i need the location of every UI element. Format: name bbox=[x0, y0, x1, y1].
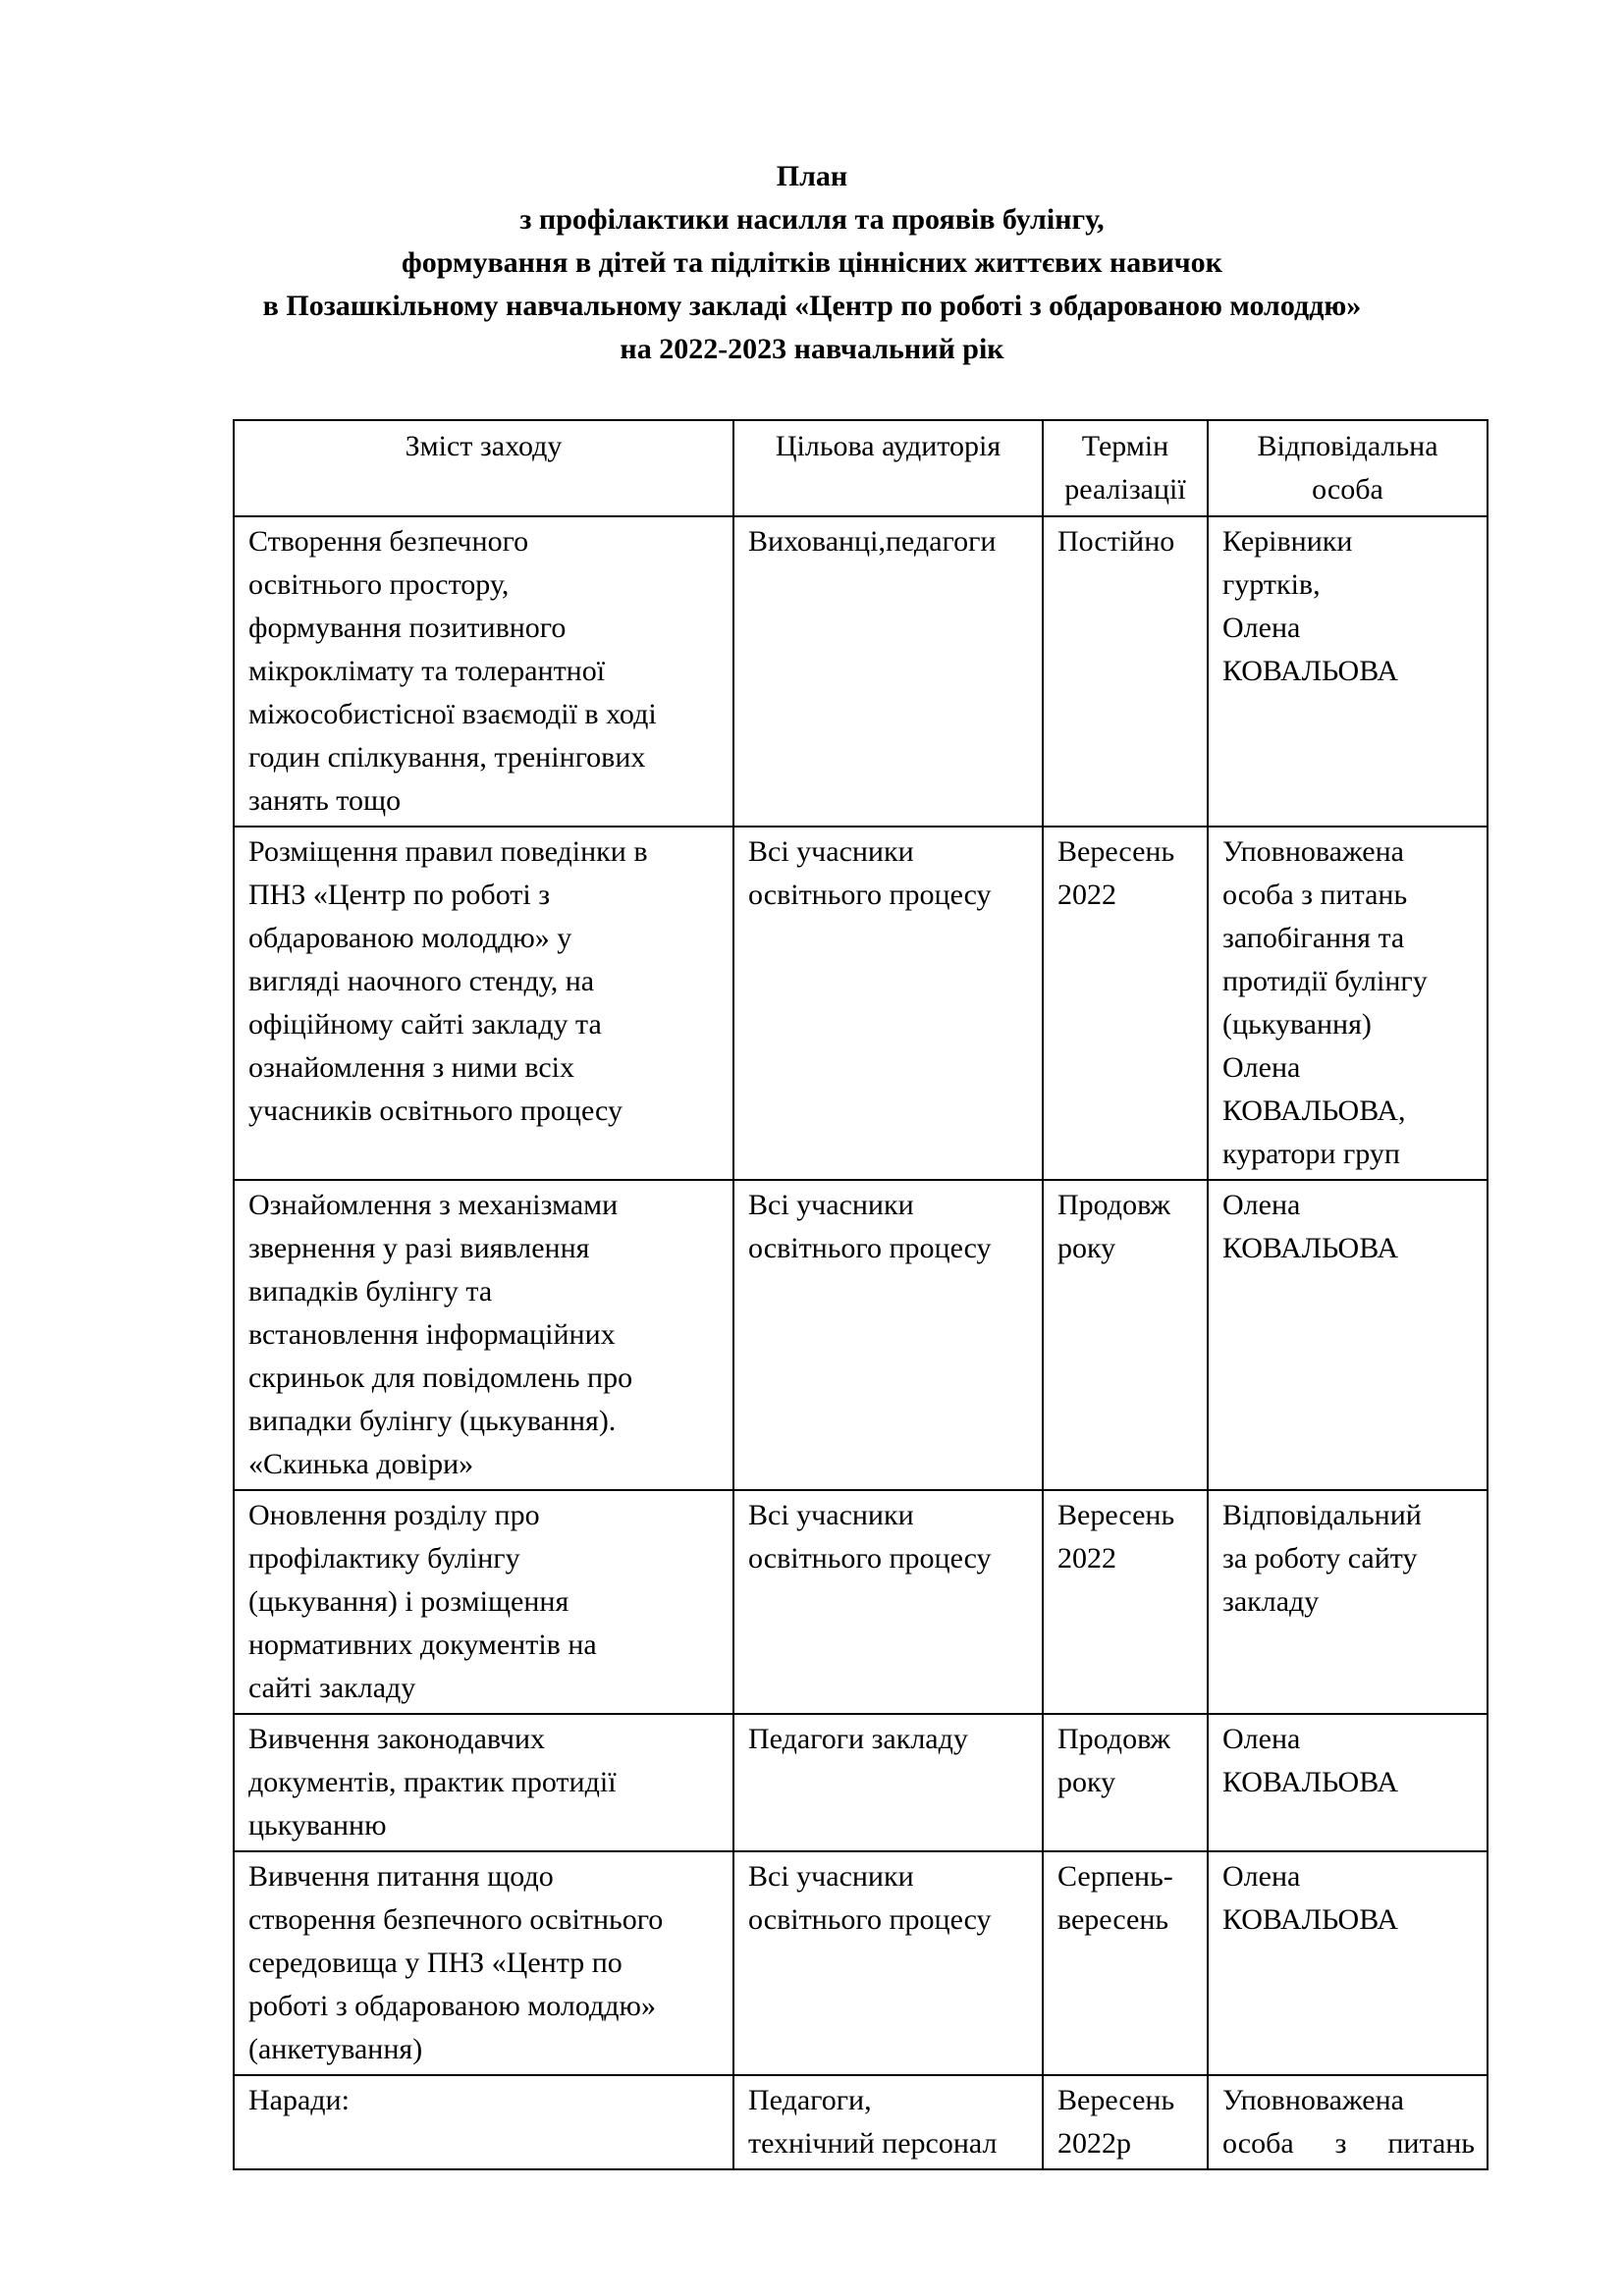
cell-audience bbox=[733, 2075, 1043, 2169]
cell-content-line: скриньок для повідомлень про bbox=[248, 1362, 633, 1394]
header-term-label-line-2: реалізації bbox=[1064, 473, 1186, 506]
cell-responsible-line: гуртків, bbox=[1222, 568, 1321, 601]
cell-content-line: встановлення інформаційних bbox=[248, 1318, 616, 1351]
table-row bbox=[234, 1180, 1488, 1490]
cell-content bbox=[234, 1851, 733, 2075]
cell-content bbox=[234, 516, 733, 827]
cell-responsible-line: КОВАЛЬОВА bbox=[1222, 1903, 1398, 1936]
cell-content-line: (цькування) і розміщення bbox=[248, 1585, 569, 1618]
cell-audience-line: Всі учасники bbox=[748, 1860, 914, 1893]
cell-responsible bbox=[1208, 2075, 1488, 2169]
cell-content-line: занять тощо bbox=[248, 784, 402, 817]
title-line-4: в Позашкільному навчальному закладі «Центр по роботі з обдарованою молоддю» bbox=[262, 290, 1362, 322]
cell-responsible bbox=[1208, 1180, 1488, 1490]
cell-responsible-line: Уповноважена bbox=[1222, 2084, 1404, 2116]
cell-audience-line: освітнього процесу bbox=[748, 879, 992, 911]
cell-content-line: освітнього простору, bbox=[248, 568, 510, 601]
title-line-5: на 2022-2023 навчальний рік bbox=[620, 333, 1004, 365]
cell-responsible-line: Уповноважена bbox=[1222, 835, 1404, 868]
cell-term-line: Вересень bbox=[1057, 1499, 1175, 1531]
cell-content-line: Наради: bbox=[248, 2084, 350, 2116]
cell-responsible-line: протидії булінгу bbox=[1222, 965, 1428, 997]
cell-content-line: цькуванню bbox=[248, 1809, 387, 1842]
cell-responsible-line: особа з питань bbox=[1222, 879, 1408, 911]
cell-responsible-line: Олена bbox=[1222, 1723, 1301, 1755]
cell-responsible-line: запобігання та bbox=[1222, 922, 1405, 954]
cell-responsible-line: КОВАЛЬОВА bbox=[1222, 655, 1398, 687]
cell-responsible-line: Олена bbox=[1222, 612, 1301, 644]
cell-audience-line: Педагоги закладу bbox=[748, 1723, 968, 1755]
cell-responsible-line: Олена bbox=[1222, 1189, 1301, 1221]
cell-content-line: Створення безпечного bbox=[248, 525, 529, 558]
cell-audience-line: Всі учасники bbox=[748, 1189, 914, 1221]
table-row bbox=[234, 827, 1488, 1180]
cell-content-line: учасників освітнього процесу bbox=[248, 1095, 623, 1127]
cell-responsible bbox=[1208, 1851, 1488, 2075]
cell-content bbox=[234, 1180, 733, 1490]
cell-responsible-line: Олена bbox=[1222, 1051, 1301, 1084]
cell-content-line: роботі з обдарованою молоддю» bbox=[248, 1990, 656, 2022]
cell-content-line: випадків булінгу та bbox=[248, 1275, 493, 1308]
cell-responsible-line: КОВАЛЬОВА, bbox=[1222, 1095, 1406, 1127]
cell-term bbox=[1043, 2075, 1208, 2169]
cell-responsible-line: КОВАЛЬОВА bbox=[1222, 1232, 1398, 1264]
cell-responsible-line: Керівники bbox=[1222, 525, 1353, 558]
cell-term-line: Серпень- bbox=[1057, 1860, 1173, 1893]
cell-content bbox=[234, 1490, 733, 1714]
table-row bbox=[234, 516, 1488, 827]
cell-term-line: 2022 bbox=[1057, 1542, 1116, 1575]
cell-term bbox=[1043, 1851, 1208, 2075]
cell-term-line: Постійно bbox=[1057, 525, 1175, 558]
cell-responsible bbox=[1208, 827, 1488, 1180]
cell-content-line: Оновлення розділу про bbox=[248, 1499, 540, 1531]
table-row bbox=[234, 2075, 1488, 2169]
cell-audience bbox=[733, 1714, 1043, 1851]
cell-term bbox=[1043, 1490, 1208, 1714]
header-term bbox=[1043, 420, 1208, 516]
cell-content bbox=[234, 827, 733, 1180]
cell-term-line: 2022р bbox=[1057, 2127, 1131, 2160]
cell-audience-line: Всі учасники bbox=[748, 1499, 914, 1531]
cell-responsible-line: КОВАЛЬОВА bbox=[1222, 1766, 1398, 1798]
cell-content-line: нормативних документів на bbox=[248, 1629, 597, 1661]
header-term-label-line-1: Термін bbox=[1081, 430, 1169, 462]
cell-term-line: року bbox=[1057, 1766, 1116, 1798]
cell-responsible-line: особа з питань bbox=[1222, 2127, 1475, 2160]
cell-content-line: Розміщення правил поведінки в bbox=[248, 835, 648, 868]
cell-content-line: документів, практик протидії bbox=[248, 1766, 617, 1798]
table-header-row bbox=[234, 420, 1488, 516]
cell-term-line: вересень bbox=[1057, 1903, 1169, 1936]
cell-responsible-line: куратори груп bbox=[1222, 1138, 1400, 1170]
cell-responsible-line: за роботу сайту bbox=[1222, 1542, 1418, 1575]
cell-content-line: профілактику булінгу bbox=[248, 1542, 520, 1575]
cell-content-line: вигляді наочного стенду, на bbox=[248, 965, 595, 997]
header-content bbox=[234, 420, 733, 516]
cell-term bbox=[1043, 827, 1208, 1180]
cell-audience-line: освітнього процесу bbox=[748, 1542, 992, 1575]
cell-content-line: годин спілкування, тренінгових bbox=[248, 741, 646, 774]
cell-audience-line: Вихованці,педагоги bbox=[748, 525, 997, 558]
cell-content-line: офіційному сайті закладу та bbox=[248, 1008, 602, 1041]
cell-term-line: Продовж bbox=[1057, 1723, 1171, 1755]
cell-term bbox=[1043, 516, 1208, 827]
cell-content bbox=[234, 1714, 733, 1851]
cell-audience bbox=[733, 1180, 1043, 1490]
cell-audience bbox=[733, 516, 1043, 827]
cell-content-line: Вивчення питання щодо bbox=[248, 1860, 554, 1893]
title-line-2: з профілактики насилля та проявів булінгу, bbox=[519, 203, 1105, 236]
cell-content-line: створення безпечного освітнього bbox=[248, 1903, 664, 1936]
cell-responsible bbox=[1208, 1714, 1488, 1851]
cell-content-line: Вивчення законодавчих bbox=[248, 1723, 546, 1755]
cell-audience-line: Всі учасники bbox=[748, 835, 914, 868]
cell-term bbox=[1043, 1714, 1208, 1851]
cell-content-line: міжособистісної взаємодії в ході bbox=[248, 698, 657, 730]
cell-term bbox=[1043, 1180, 1208, 1490]
cell-responsible-line: закладу bbox=[1222, 1585, 1320, 1618]
cell-audience-line: освітнього процесу bbox=[748, 1903, 992, 1936]
header-responsible-label-line-2: особа bbox=[1312, 473, 1383, 506]
header-content-label: Зміст заходу bbox=[405, 430, 563, 462]
header-audience bbox=[733, 420, 1043, 516]
header-responsible bbox=[1208, 420, 1488, 516]
cell-content-line: випадки булінгу (цькування). bbox=[248, 1405, 617, 1437]
table-row bbox=[234, 1851, 1488, 2075]
cell-content-line: ознайомлення з ними всіх bbox=[248, 1051, 575, 1084]
cell-responsible-line: Олена bbox=[1222, 1860, 1301, 1893]
cell-responsible-line: (цькування) bbox=[1222, 1008, 1372, 1041]
table-body bbox=[234, 516, 1488, 2169]
cell-content-line: «Скинька довіри» bbox=[248, 1448, 474, 1480]
title-line-1: План bbox=[776, 160, 848, 192]
cell-audience-line: технічний персонал bbox=[748, 2127, 998, 2160]
cell-audience bbox=[733, 1490, 1043, 1714]
cell-content-line: формування позитивного bbox=[248, 612, 567, 644]
cell-content-line: ПНЗ «Центр по роботі з bbox=[248, 879, 551, 911]
cell-content-line: Ознайомлення з механізмами bbox=[248, 1189, 619, 1221]
header-responsible-label-line-1: Відповідальна bbox=[1257, 430, 1438, 462]
cell-term-line: Вересень bbox=[1057, 2084, 1175, 2116]
cell-content bbox=[234, 2075, 733, 2169]
cell-responsible bbox=[1208, 1490, 1488, 1714]
cell-content-line: середовища у ПНЗ «Центр по bbox=[248, 1947, 623, 1979]
cell-content-line: звернення у разі виявлення bbox=[248, 1232, 590, 1264]
cell-audience bbox=[733, 827, 1043, 1180]
cell-term-line: року bbox=[1057, 1232, 1116, 1264]
cell-term-line: Вересень bbox=[1057, 835, 1175, 868]
plan-table bbox=[233, 419, 1489, 2170]
header-audience-label: Цільова аудиторія bbox=[775, 430, 1001, 462]
table-row bbox=[234, 1490, 1488, 1714]
cell-content-line: обдарованою молоддю» у bbox=[248, 922, 572, 954]
cell-responsible bbox=[1208, 516, 1488, 827]
cell-content-line: мікроклімату та толерантної bbox=[248, 655, 606, 687]
cell-responsible-line: Відповідальний bbox=[1222, 1499, 1422, 1531]
cell-audience bbox=[733, 1851, 1043, 2075]
cell-content-line: (анкетування) bbox=[248, 2033, 423, 2065]
cell-audience-line: Педагоги, bbox=[748, 2084, 872, 2116]
title-line-3: формування в дітей та підлітків ціннісних життєвих навичок bbox=[402, 246, 1222, 279]
cell-audience-line: освітнього процесу bbox=[748, 1232, 992, 1264]
cell-term-line: Продовж bbox=[1057, 1189, 1171, 1221]
page-title bbox=[0, 155, 1624, 371]
cell-content-line: сайті закладу bbox=[248, 1672, 416, 1704]
table-row bbox=[234, 1714, 1488, 1851]
cell-term-line: 2022 bbox=[1057, 879, 1116, 911]
